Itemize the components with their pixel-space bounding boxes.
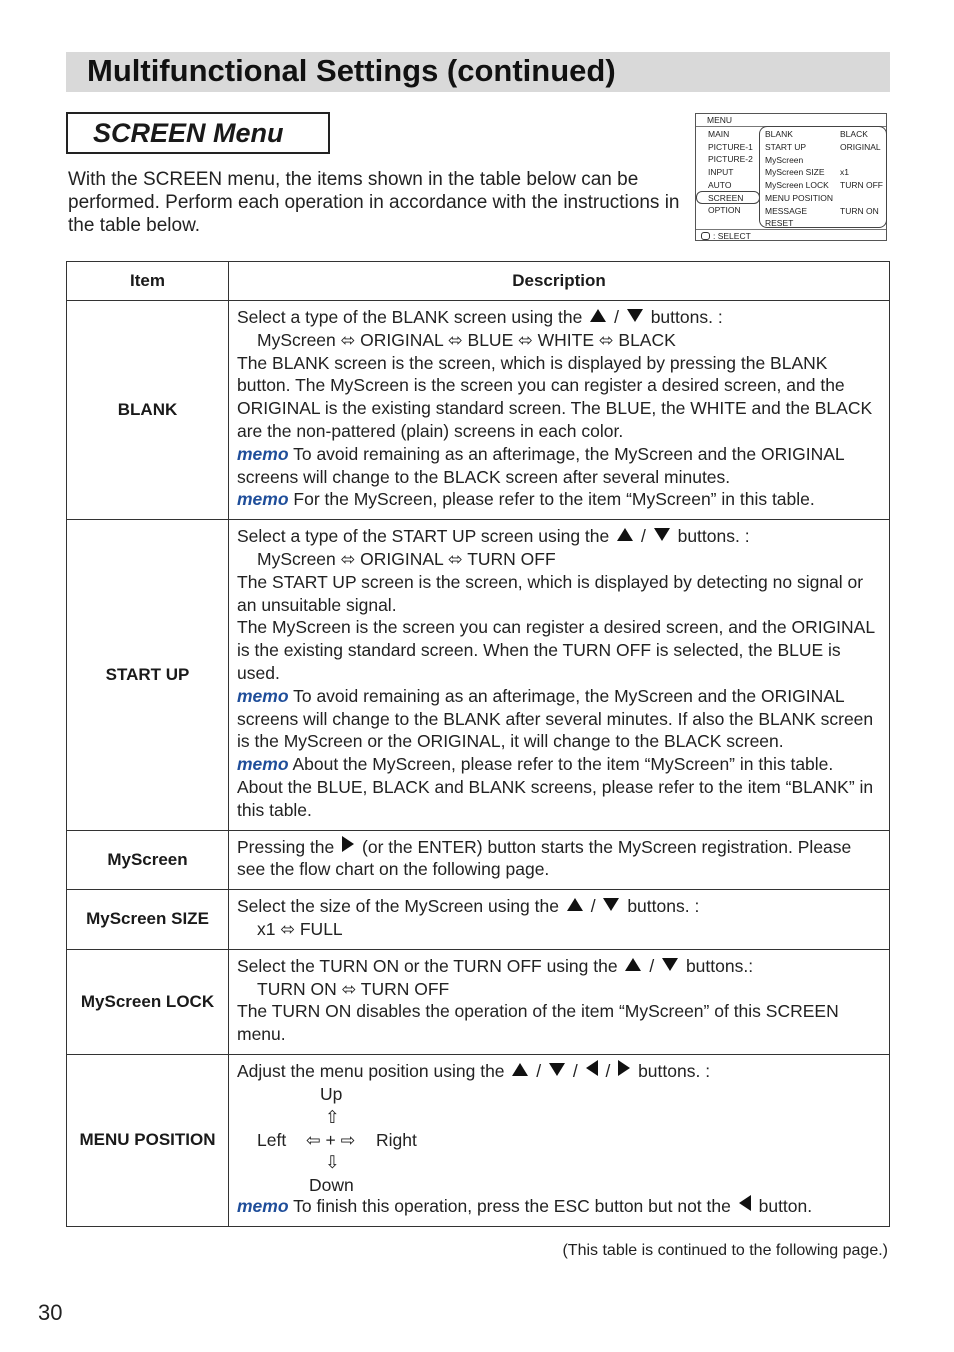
- table-row-blank: [67, 301, 890, 520]
- up-arrow-icon: [567, 898, 583, 911]
- down-arrow-icon: [549, 1063, 565, 1076]
- description-text: (or the ENTER) button starts the MyScreen registration. Please see the flow chart on the following page.: [237, 836, 852, 880]
- item-name: MyScreen: [67, 830, 229, 890]
- item-name: BLANK: [67, 301, 229, 520]
- memo-label: memo: [237, 754, 289, 775]
- direction-right-label: Right: [376, 1129, 417, 1150]
- memo-text: For the MyScreen, please refer to the item “MyScreen” in this table.: [293, 489, 815, 510]
- down-arrow-icon: [627, 309, 643, 322]
- memo-label: memo: [237, 489, 289, 510]
- up-arrow-icon: [617, 528, 633, 541]
- item-name: MyScreen LOCK: [67, 949, 229, 1054]
- direction-down-label: Down: [309, 1174, 354, 1195]
- column-header-description: Description: [229, 262, 890, 301]
- select-button-icon: [701, 232, 710, 240]
- menu-main-item: AUTO: [708, 180, 732, 190]
- up-arrow-icon: [512, 1063, 528, 1076]
- option-sequence: x1 ⬄ FULL: [257, 918, 343, 939]
- memo-text: About the MyScreen, please refer to the item “MyScreen” in this table. About the BLUE, BLACK and BLANK screens, please refer to the item “BLANK” in this table.: [237, 754, 874, 820]
- description-text: Adjust the menu position using the: [237, 1060, 505, 1081]
- arrow-up-icon: ⇧: [325, 1106, 340, 1127]
- option-sequence: MyScreen ⬄ ORIGINAL ⬄ BLUE ⬄ WHITE ⬄ BLACK: [257, 329, 676, 350]
- option-sequence: MyScreen ⬄ ORIGINAL ⬄ TURN OFF: [257, 548, 556, 569]
- item-description: Select a type of the START UP screen using the / buttons. : MyScreen ⬄ ORIGINAL ⬄ TURN OFF The START UP screen is the screen, which is displayed by detecting no signal or an unsuitable signal. The MyScreen is the screen you can register a desired screen, and the ORIGINAL is the existing standard screen. When the TURN OFF is selected, the BLUE is used. memo To avoid remaining as an afterimage, the MyScreen and the ORIGINAL screens will change to the BLANK after several minutes. If also the BLANK screen is the MyScreen or the ORIGINAL, it will change to the BLACK screen. memo About the MyScreen, please refer to the item “MyScreen” in this table. About the BLUE, BLACK and BLANK screens, please refer to the item “BLANK” in this table.: [229, 520, 890, 830]
- table-row-myscreen: [67, 830, 890, 890]
- memo-text: To avoid remaining as an afterimage, the MyScreen and the ORIGINAL screens will change to the BLANK after several minutes. If also the BLANK screen is the MyScreen or the ORIGINAL, it will change to the BLACK screen.: [237, 685, 874, 752]
- menu-main-item: MAIN: [708, 129, 730, 139]
- table-header-row: [67, 262, 890, 301]
- right-arrow-icon: [342, 836, 354, 852]
- description-text: buttons. :: [650, 307, 723, 327]
- item-description: Select the TURN ON or the TURN OFF using the / buttons.: TURN ON ⬄ TURN OFF The TURN ON disables the operation of the item “MyScreen” of this SCREEN menu.: [229, 949, 890, 1054]
- memo-label: memo: [237, 1195, 289, 1216]
- description-text: Select the TURN ON or the TURN OFF using the: [237, 955, 618, 976]
- menu-sub-item: MyScreen: [765, 155, 804, 165]
- arrow-left-right-icon: ⇦ + ⇨: [306, 1129, 356, 1150]
- right-arrow-icon: [618, 1060, 630, 1076]
- item-description: Select the size of the MyScreen using the / buttons. : x1 ⬄ FULL: [229, 890, 890, 950]
- description-text: buttons.:: [685, 955, 754, 976]
- memo-label: memo: [237, 443, 289, 464]
- description-text: The BLANK screen is the screen, which is displayed by pressing the BLANK button. The MyScreen is the screen you can register a desired screen, and the ORIGINAL is the existing standard screen. The BLUE, the WHITE and the BLACK are the non-pattered (plain) screens in each color.: [237, 352, 873, 441]
- menu-sub-value: TURN ON: [840, 206, 879, 216]
- down-arrow-icon: [654, 528, 670, 541]
- arrow-down-icon: ⇩: [325, 1151, 340, 1172]
- column-header-item: Item: [67, 262, 229, 301]
- screen-menu-table: [66, 261, 890, 1227]
- table-row-startup: [67, 520, 890, 830]
- section-title-box: [66, 112, 330, 154]
- menu-sub-value: x1: [840, 167, 849, 177]
- page-title: Multifunctional Settings (continued): [87, 53, 616, 88]
- table-row-myscreen-size: [67, 890, 890, 950]
- description-text: buttons. :: [627, 896, 700, 917]
- page-number: 30: [38, 1300, 63, 1325]
- description-text: Select a type of the START UP screen using the: [237, 526, 610, 547]
- memo-text: To avoid remaining as an afterimage, the MyScreen and the ORIGINAL screens will change to the BLACK screen after several minutes.: [237, 443, 844, 487]
- menu-screenshot: [695, 113, 887, 241]
- down-arrow-icon: [662, 958, 678, 971]
- item-description: Select a type of the BLANK screen using the / buttons. : MyScreen ⬄ ORIGINAL ⬄ BLUE ⬄ WHITE ⬄ BLACK The BLANK screen is the screen, which is displayed by pressing the BLANK button. The MyScreen is the screen you can register a desired screen, and the ORIGINAL is the existing standard screen. The BLUE, the WHITE and the BLACK are the non-pattered (plain) screens in each color. memo To avoid remaining as an afterimage, the MyScreen and the ORIGINAL screens will change to the BLACK screen after several minutes. memo For the MyScreen, please refer to the item “MyScreen” in this table.: [229, 301, 890, 520]
- menu-main-item: PICTURE-1: [708, 142, 753, 152]
- menu-sub-value: TURN OFF: [840, 180, 883, 190]
- description-text: buttons. :: [638, 1060, 711, 1081]
- description-text: The MyScreen is the screen you can register a desired screen, and the ORIGINAL is the existing standard screen. When the TURN OFF is selected, the BLUE is used.: [237, 617, 875, 683]
- menu-footer-label: : SELECT: [713, 231, 751, 241]
- menu-footer: [696, 229, 886, 242]
- menu-main-item: INPUT: [708, 167, 734, 177]
- table-row-myscreen-lock: [67, 949, 890, 1054]
- intro-text: With the SCREEN menu, the items shown in the table below can be performed. Perform each operation in accordance with the instructions in the table below.: [68, 169, 680, 236]
- continued-note: (This table is continued to the following page.): [562, 1242, 888, 1259]
- menu-sub-item: MENU POSITION: [765, 193, 834, 203]
- menu-sub-item: MESSAGE: [765, 206, 808, 216]
- up-arrow-icon: [590, 309, 606, 322]
- section-title: SCREEN Menu: [93, 118, 284, 148]
- description-text: The TURN ON disables the operation of the item “MyScreen” of this SCREEN menu.: [237, 1001, 839, 1045]
- memo-text: To finish this operation, press the ESC button but not the: [293, 1195, 731, 1216]
- down-arrow-icon: [603, 898, 619, 911]
- menu-sub-item: RESET: [765, 218, 794, 228]
- position-diagram: [237, 1083, 881, 1195]
- memo-label: memo: [237, 685, 289, 706]
- table-row-menu-position: [67, 1054, 890, 1226]
- up-arrow-icon: [625, 958, 641, 971]
- item-description: [229, 830, 890, 890]
- description-text: Select the size of the MyScreen using the: [237, 896, 559, 917]
- direction-up-label: Up: [320, 1083, 343, 1104]
- menu-main-item: PICTURE-2: [708, 154, 753, 164]
- menu-sub-value: ORIGINAL: [840, 142, 881, 152]
- left-arrow-icon: [739, 1195, 751, 1211]
- menu-sub-item: MyScreen LOCK: [765, 180, 829, 190]
- menu-main-item: OPTION: [708, 205, 741, 215]
- menu-sub-item: MyScreen SIZE: [765, 167, 825, 177]
- description-text: The START UP screen is the screen, which is displayed by detecting no signal or an unsuitable signal.: [237, 571, 864, 615]
- memo-text: button.: [758, 1195, 813, 1216]
- description-text: buttons. :: [677, 526, 750, 547]
- header-bar: [66, 52, 890, 92]
- description-text: Select a type of the BLANK screen using the: [237, 307, 583, 327]
- description-text: Pressing the: [237, 836, 335, 857]
- menu-sub-item: BLANK: [765, 129, 793, 139]
- item-name: MENU POSITION: [67, 1054, 229, 1226]
- direction-left-label: Left: [257, 1129, 287, 1150]
- item-name: MyScreen SIZE: [67, 890, 229, 950]
- menu-title: MENU: [707, 115, 733, 125]
- option-sequence: TURN ON ⬄ TURN OFF: [257, 978, 450, 999]
- menu-sub-item: START UP: [765, 142, 807, 152]
- left-arrow-icon: [586, 1060, 598, 1076]
- item-name: START UP: [67, 520, 229, 830]
- menu-main-item-selected: SCREEN: [708, 193, 744, 203]
- item-description: Adjust the menu position using the / / / buttons. : Up ⇧ Left ⇦ + ⇨ Right ⇩ Down memo To finish this operation, press the ESC button but not the button.: [229, 1054, 890, 1226]
- menu-sub-value: BLACK: [840, 129, 868, 139]
